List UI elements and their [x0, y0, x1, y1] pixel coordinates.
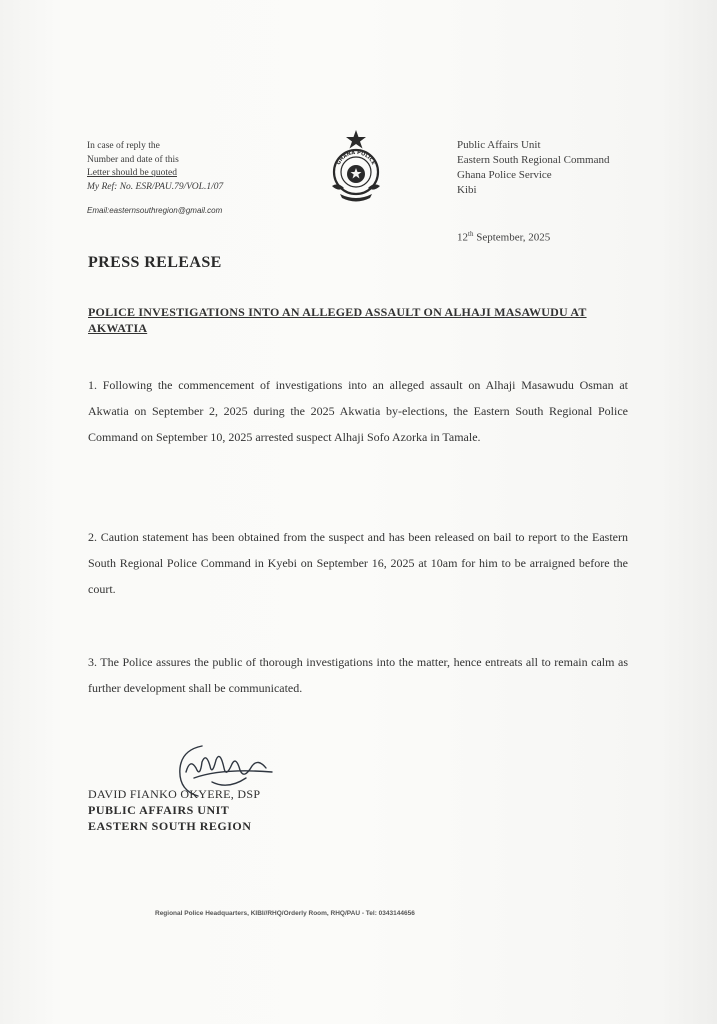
reply-note-line3: Letter should be quoted: [87, 168, 177, 178]
address-line2: Eastern South Regional Command: [457, 154, 610, 166]
address-line3: Ghana Police Service: [457, 169, 552, 181]
reference-email: Email:easternsouthregion@gmail.com: [87, 206, 223, 215]
paragraph-2: 2. Caution statement has been obtained from the suspect and has been released on bail to report to the Eastern South Regional Police Command in Kyebi on September 16, 2025 at 10am for him to be arraigned before the court.: [88, 530, 628, 596]
footer-address: Regional Police Headquarters, KIBI//RHQ/Orderly Room, RHQ/PAU - Tel: 0343144656: [155, 910, 415, 917]
address-block: [457, 138, 609, 198]
reply-note-line2: Number and date of this: [87, 154, 179, 165]
headline: POLICE INVESTIGATIONS INTO AN ALLEGED ASSAULT ON ALHAJI MASAWUDU AT AKWATIA: [88, 305, 587, 335]
signatory-unit: PUBLIC AFFAIRS UNIT: [88, 803, 230, 817]
signatory-block: [88, 786, 260, 834]
reference-number: My Ref: No. ESR/PAU.79/VOL.1/07: [87, 181, 224, 192]
paragraph-1: 1. Following the commencement of investigations into an alleged assault on Alhaji Masawudu Osman at Akwatia on September 2, 2025 during the 2025 Akwatia by-elections, the Eastern South Regional Police Command on September 10, 2025 arrested suspect Alhaji Sofo Azorka in Tamale.: [88, 378, 628, 444]
crest-label: GHANA POLICE: [335, 149, 377, 167]
signatory-region: EASTERN SOUTH REGION: [88, 819, 252, 833]
svg-text:GHANA POLICE: [336, 150, 377, 167]
date-rest: September, 2025: [473, 231, 551, 244]
reference-block: [87, 140, 223, 218]
date-day: 12: [457, 231, 468, 244]
letter-date: [457, 230, 550, 244]
signatory-name: DAVID FIANKO OKYERE, DSP: [88, 787, 261, 801]
address-line4: Kibi: [457, 184, 477, 196]
address-line1: Public Affairs Unit: [457, 139, 541, 151]
reply-note-line1: In case of reply the: [87, 141, 160, 151]
ghana-police-crest-icon: [318, 128, 394, 204]
paragraph-3: 3. The Police assures the public of thorough investigations into the matter, hence entreats all to remain calm as further development shall be communicated.: [88, 655, 628, 695]
date-suffix: th: [468, 230, 474, 238]
document-title: PRESS RELEASE: [88, 254, 222, 271]
